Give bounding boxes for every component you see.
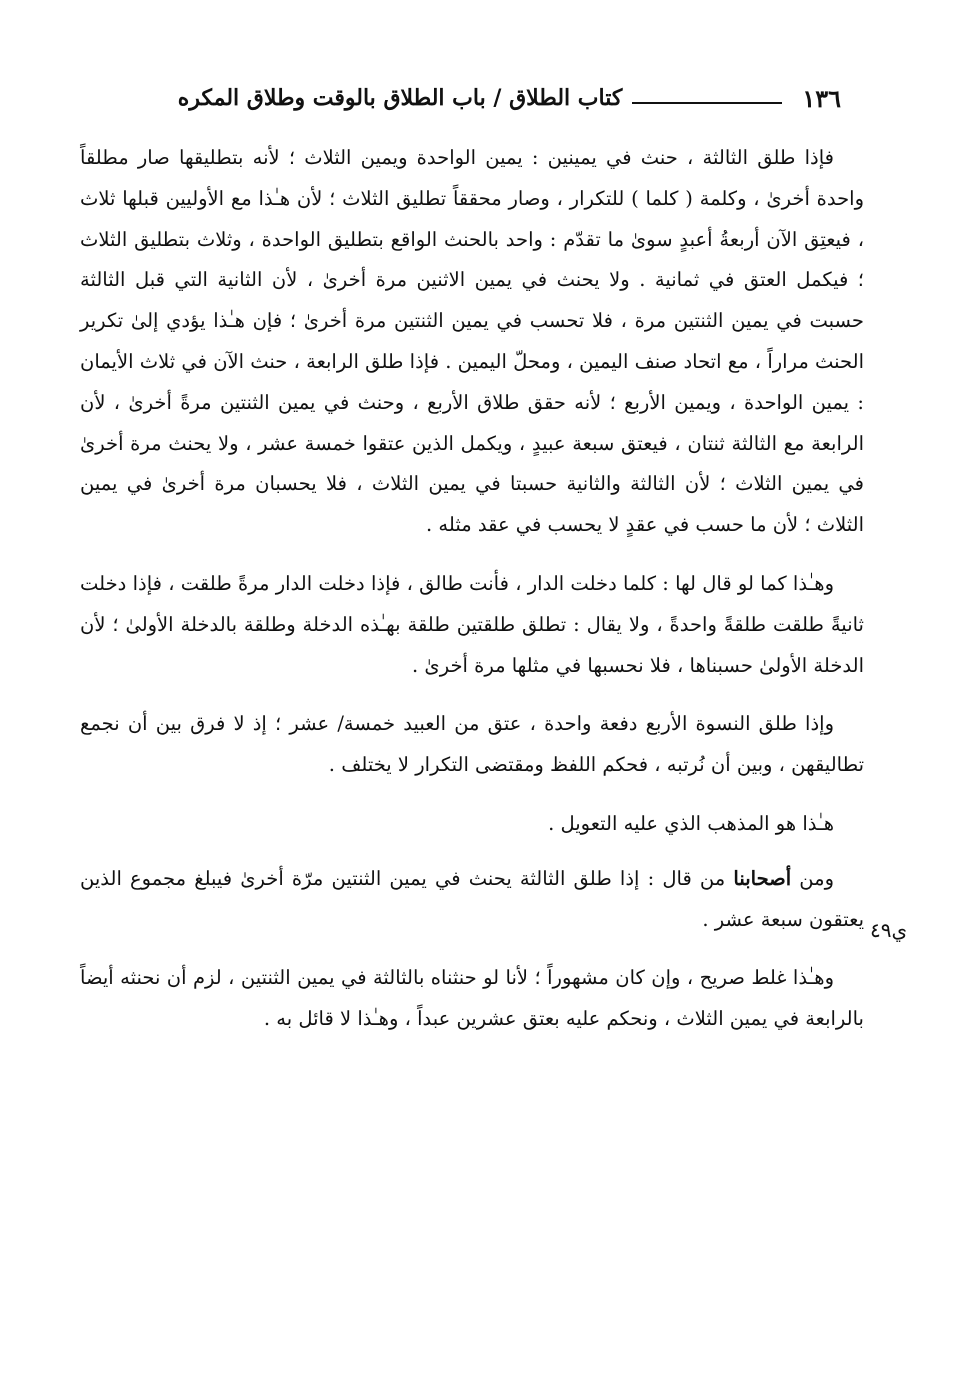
page-number: ١٣٦ [802, 83, 841, 113]
body-text [80, 138, 864, 1058]
paragraph-4: هـٰذا هو المذهب الذي عليه التعويل . [548, 811, 834, 835]
margin-reference: ي٤٩ [870, 918, 908, 942]
paragraph-2: وهـٰذا كما لو قال لها : كلما دخلت الدار ، فأنت طالق ، فإذا دخلت الدار مرةً طلقت ، فإذا دخلت ثانيةً طلقت طلقةً واحدةً ، ولا يقال : تطلق طلقتين طلقة بهـٰذه الدخلة وطلقة بالدخلة الأولىٰ ؛ لأن الدخلة الأولىٰ حسبناها ، فلا نحسبها في مثلها مرة أخرىٰ . [80, 571, 864, 677]
paragraph-3: وإذا طلق النسوة الأربع دفعة واحدة ، عتق من العبيد خمسة/ عشر ؛ إذ لا فرق بين أن نجمع تطاليقهن ، وبين أن نُرتبه ، فحكم اللفظ ومقتضى التكرار لا يختلف . [80, 712, 864, 777]
running-header [101, 80, 841, 116]
paragraph-1: فإذا طلق الثالثة ، حنث في يمينين : يمين الواحدة ويمين الثلاث ؛ لأنه بتطليقها صار مطلقاً واحدة أخرىٰ ، وكلمة ( كلما ) للتكرار ، وصار محققاً تطليق الثلاث ؛ لأن هـٰذا مع الأوليين قبلها ثلاث ، فيعتِق الآن أربعةُ أعبدٍ سوىٰ ما تقدّم : واحد بالحنث الواقع بتطليق الواحدة ، وثلاث بتطليق الثلاث ؛ فيكمل العتق في ثمانية . ولا يحنث في يمين الاثنين مرة أخرىٰ ، لأن الثانية التي قبل الثالثة حسبت في يمين الثنتين مرة ، فلا تحسب في يمين الثنتين مرة أخرىٰ ؛ فإن هـٰذا يؤدي إلىٰ تكرير الحنث مراراً ، مع اتحاد صنف اليمين ، ومحلّ اليمين . فإذا طلق الرابعة ، حنث الآن في ثلاث الأيمان : يمين الواحدة ، ويمين الأربع ؛ لأنه حقق طلاق الأربع ، وحنث في يمين الثنتين مرةً أخرىٰ ، لأن الرابعة مع الثالثة ثنتان ، فيعتق سبعة عبيدٍ ، ويكمل الذين عتقوا خمسة عشر ، ولا يحنث مرة أخرىٰ في يمين الثلاث ؛ لأن الثالثة والثانية حسبتا في يمين الثلاث ، فلا يحسبان مرة أخرىٰ في يمين الثلاث ؛ لأن ما حسب في عقدٍ لا يحسب في عقد مثله . [80, 146, 864, 537]
paragraph-5-text: من قال : إذا طلق الثالثة يحنث في يمين الثنتين مرّة أخرىٰ فيبلغ مجموع الذين يعتقون سبعة عشر . [80, 866, 864, 931]
paragraph-5-bold: أصحابنا [733, 866, 792, 890]
header-title: كتاب الطلاق / باب الطلاق بالوقت وطلاق المكره [177, 85, 623, 111]
paragraph-5-lead: ومن [791, 866, 835, 890]
paragraph-5 [80, 859, 864, 941]
paragraph-6: وهـٰذا غلط صريح ، وإن كان مشهوراً ؛ لأنا لو حنثناه بالثالثة في يمين الثنتين ، لزم أن نحنثه أيضاً بالرابعة في يمين الثلاث ، ونحكم عليه بعتق عشرين عبداً ، وهـٰذا لا قائل به . [80, 966, 864, 1031]
header-rule [632, 102, 782, 104]
